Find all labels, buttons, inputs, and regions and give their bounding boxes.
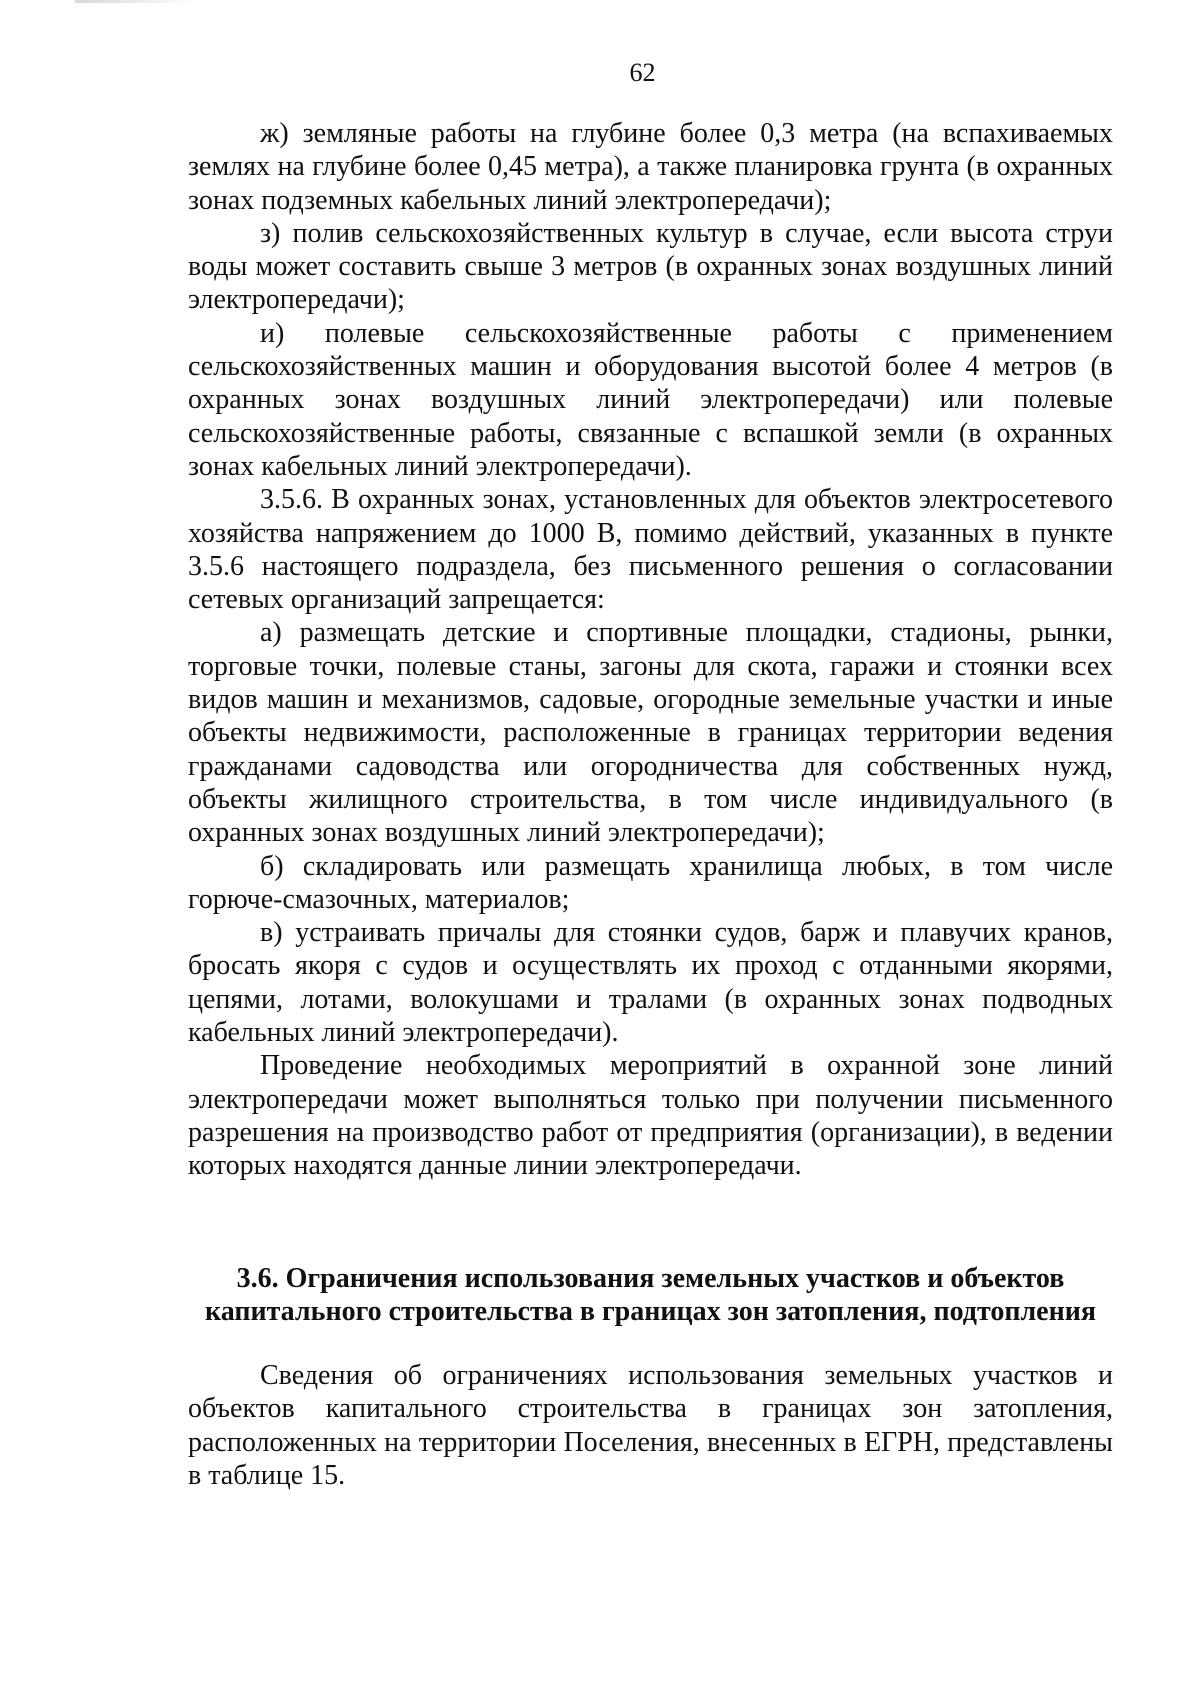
section-heading: 3.6. Ограничения использования земельных участков и объектов капитального строительства в границах зон затопления, подтопления <box>204 1263 1097 1328</box>
paragraph-a: а) размещать детские и спортивные площадки, стадионы, рынки, торговые точки, полевые станы, загоны для скота, гаражи и стоянки всех видов машин и механизмов, садовые, огородные земельные участки и иные объекты недвижимости, расположенные в границах территории ведения гражданами садоводства или огородничества для собственных нужд, объекты жилищного строительства, в том числе индивидуального (в охранных зонах воздушных линий электропередачи); <box>188 617 1113 849</box>
scan-artifact <box>75 0 195 3</box>
section-paragraph: Сведения об ограничениях использования земельных участков и объектов капитального строительства в границах зон затопления, расположенных на территории Поселения, внесенных в ЕГРН, представлены в таблице 15. <box>188 1360 1113 1491</box>
section-body <box>188 1359 1113 1492</box>
paragraph-z: з) полив сельскохозяйственных культур в случае, если высота струи воды может составить свыше 3 метров (в охранных зонах воздушных линий электропередачи); <box>188 217 1113 316</box>
paragraph-zh: ж) земляные работы на глубине более 0,3 метра (на вспахиваемых землях на глубине более 0,45 метра), а также планировка грунта (в охранных зонах подземных кабельных линий электропередачи); <box>188 118 1113 216</box>
page-number: 62 <box>629 58 656 87</box>
paragraph-i: и) полевые сельскохозяйственные работы с применением сельскохозяйственных машин и оборудования высотой более 4 метров (в охранных зонах воздушных линий электропередачи) или полевые сельскохозяйственные работы, связанные с вспашкой земли (в охранных зонах кабельных линий электропередачи). <box>188 317 1113 482</box>
body-text <box>188 117 1113 1183</box>
paragraph-b: б) складировать или размещать хранилища любых, в том числе горюче-смазочных, материалов; <box>188 850 1113 915</box>
paragraph-v: в) устраивать причалы для стоянки судов, барж и плавучих кранов, бросать якоря с судов и осуществлять их проход с отданными якорями, цепями, лотами, волокушами и тралами (в охранных зонах подводных кабельных линий электропередачи). <box>188 917 1113 1049</box>
paragraph-3-5-6: 3.5.6. В охранных зонах, установленных для объектов электросетевого хозяйства напряжением до 1000 В, помимо действий, указанных в пункте 3.5.6 настоящего подраздела, без письменного решения о согласовании сетевых организаций запрещается: <box>188 484 1113 616</box>
paragraph-provedenie: Проведение необходимых мероприятий в охранной зоне линий электропередачи может выполняться только при получении письменного разрешения на производство работ от предприятия (организации), в ведении которых находятся данные линии электропередачи. <box>188 1050 1113 1182</box>
